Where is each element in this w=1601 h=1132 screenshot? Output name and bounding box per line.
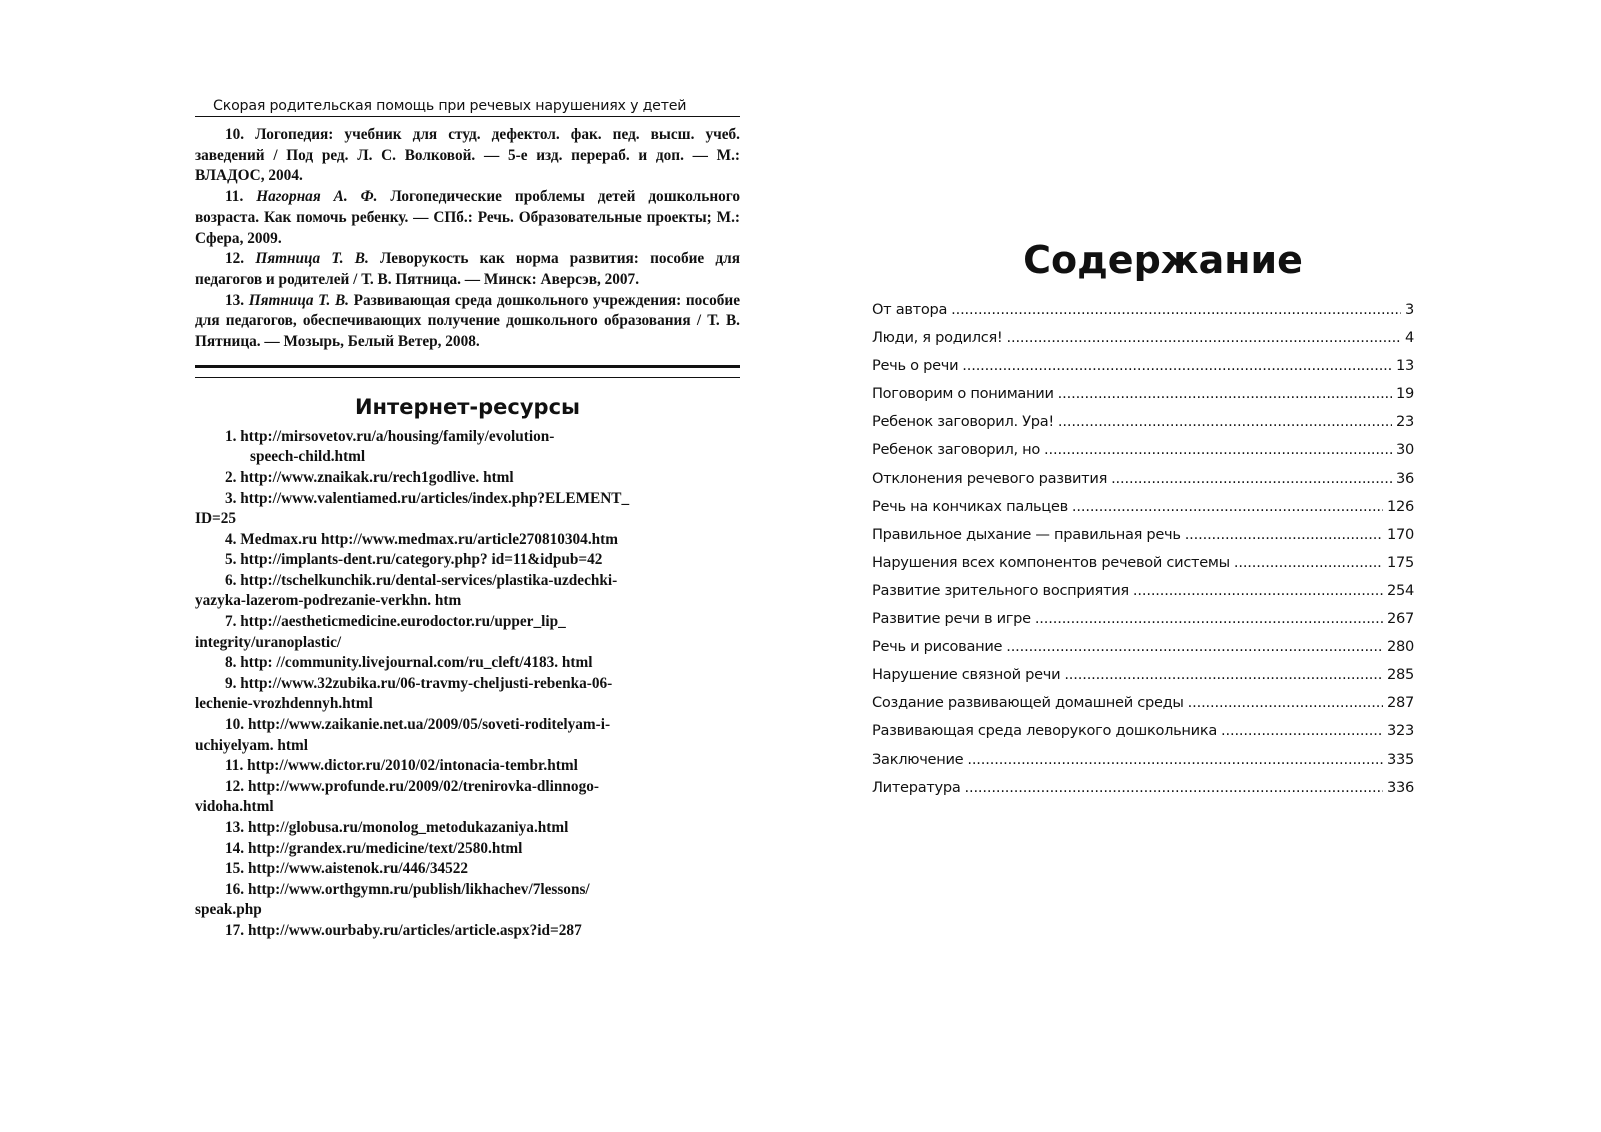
toc-leader-dots xyxy=(951,301,1401,318)
toc-page-number: 13 xyxy=(1396,357,1414,375)
toc-page-number: 323 xyxy=(1387,722,1414,740)
toc-entry[interactable] xyxy=(872,441,1414,469)
internet-link[interactable]: 8. http: //community.livejournal.com/ru_cleft/4183. html xyxy=(225,654,593,672)
toc-leader-dots xyxy=(1133,582,1383,599)
entry-author: Пятница Т. В. xyxy=(248,291,350,309)
toc-leader-dots xyxy=(962,357,1392,374)
toc-entry[interactable] xyxy=(872,666,1414,694)
internet-link[interactable]: 6. http://tschelkunchik.ru/dental-services/plastika-uzdechki- xyxy=(225,571,618,589)
toc-leader-dots xyxy=(1006,329,1401,346)
left-page xyxy=(195,96,740,942)
toc-entry-title: Ребенок заговорил, но xyxy=(872,441,1041,459)
internet-link[interactable]: 11. http://www.dictor.ru/2010/02/intonacia-tembr.html xyxy=(225,757,578,775)
bibliography-entry xyxy=(195,187,740,249)
internet-link[interactable]: 15. http://www.aistenok.ru/446/34522 xyxy=(225,860,469,878)
internet-link[interactable]: 4. Medmax.ru http://www.medmax.ru/article270810304.htm xyxy=(225,530,618,548)
toc-entry-title: Нарушение связной речи xyxy=(872,666,1061,684)
toc-entry[interactable] xyxy=(872,751,1414,779)
internet-link-continuation[interactable]: speech-child.html xyxy=(250,448,366,466)
internet-link[interactable]: 2. http://www.znaikak.ru/rech1godlive. html xyxy=(225,468,514,486)
toc-page-number: 280 xyxy=(1387,638,1414,656)
toc-entry[interactable] xyxy=(872,470,1414,498)
internet-link-continuation[interactable]: speak.php xyxy=(195,901,262,919)
toc-entry[interactable] xyxy=(872,301,1414,329)
entry-number: 13. xyxy=(225,291,249,309)
toc-page-number: 23 xyxy=(1396,413,1414,431)
toc-leader-dots xyxy=(1058,413,1392,430)
internet-link-continuation[interactable]: uchiyelyam. html xyxy=(195,736,309,754)
internet-link[interactable]: 13. http://globusa.ru/monolog_metodukazaniya.html xyxy=(225,819,569,837)
internet-link-continuation[interactable]: ID=25 xyxy=(195,510,237,528)
toc-page-number: 19 xyxy=(1396,385,1414,403)
entry-number: 10. xyxy=(225,126,256,143)
toc-entry-title: Люди, я родился! xyxy=(872,329,1003,347)
entry-text: Логопедические проблемы детей дошкольного возраста. Как помочь ребенку. — СПб.: Речь. Образовательные проекты; М.: Сфера, 2009. xyxy=(195,188,741,247)
toc-entry-title: Отклонения речевого развития xyxy=(872,469,1108,487)
entry-author: Нагорная А. Ф. xyxy=(256,188,378,206)
internet-link[interactable]: 10. http://www.zaikanie.net.ua/2009/05/soveti-roditelyam-i- xyxy=(225,716,611,734)
bibliography-entry xyxy=(195,249,740,290)
toc-entry-title: Правильное дыхание — правильная речь xyxy=(872,525,1181,543)
internet-link[interactable]: 14. http://grandex.ru/medicine/text/2580.html xyxy=(225,839,523,857)
toc-entry-title: Нарушения всех компонентов речевой системы xyxy=(872,553,1230,571)
toc-entry[interactable] xyxy=(872,638,1414,666)
toc-entry[interactable] xyxy=(872,610,1414,638)
toc-entry-title: Развитие зрительного восприятия xyxy=(872,581,1129,599)
toc-page-number: 175 xyxy=(1387,553,1414,571)
toc-page-number: 287 xyxy=(1387,694,1414,712)
internet-link[interactable]: 1. http://mirsovetov.ru/a/housing/family/evolution- xyxy=(225,427,555,445)
toc-entry-title: Речь на кончиках пальцев xyxy=(872,497,1068,515)
entry-number: 12. xyxy=(225,250,256,268)
toc-entry[interactable] xyxy=(872,779,1414,807)
running-head: Скорая родительская помощь при речевых нарушениях у детей xyxy=(195,96,740,117)
toc-leader-dots xyxy=(1234,554,1383,571)
toc-page-number: 126 xyxy=(1387,497,1414,515)
toc-page-number: 254 xyxy=(1387,581,1414,599)
toc-leader-dots xyxy=(1188,694,1383,711)
toc-entry[interactable] xyxy=(872,498,1414,526)
toc-page-number: 3 xyxy=(1405,301,1414,318)
toc-leader-dots xyxy=(1111,470,1392,487)
internet-link-continuation[interactable]: vidoha.html xyxy=(195,798,274,816)
section-divider xyxy=(195,365,740,378)
toc-heading: Содержание xyxy=(1023,238,1303,282)
toc-entry[interactable] xyxy=(872,694,1414,722)
entry-text: Леворукость как норма развития: пособие для педагогов и родителей / Т. В. Пятница. — Минск: Аверсэв, 2007. xyxy=(195,250,741,288)
internet-link[interactable]: 7. http://aestheticmedicine.eurodoctor.ru/upper_lip_ xyxy=(225,613,566,631)
toc-leader-dots xyxy=(1072,498,1383,515)
internet-link[interactable]: 3. http://www.valentiamed.ru/articles/index.php?ELEMENT_ xyxy=(225,489,630,507)
toc-leader-dots xyxy=(1006,638,1383,655)
toc-leader-dots xyxy=(1221,722,1383,739)
toc-entry-title: Речь и рисование xyxy=(872,638,1003,656)
toc-entry-title: От автора xyxy=(872,301,948,318)
toc-entry-title: Создание развивающей домашней среды xyxy=(872,694,1184,712)
toc-page-number: 30 xyxy=(1396,441,1414,459)
toc-leader-dots xyxy=(1035,610,1383,627)
toc-entry[interactable] xyxy=(872,526,1414,554)
toc-entry[interactable] xyxy=(872,722,1414,750)
right-page xyxy=(872,230,1414,807)
internet-link[interactable]: 12. http://www.profunde.ru/2009/02/trenirovka-dlinnogo- xyxy=(225,777,599,795)
toc-page-number: 36 xyxy=(1396,469,1414,487)
internet-link[interactable]: 9. http://www.32zubika.ru/06-travmy-cheljusti-rebenka-06- xyxy=(225,674,613,692)
toc-entry-title: Литература xyxy=(872,778,961,796)
toc-entry[interactable] xyxy=(872,413,1414,441)
bibliography-list xyxy=(195,125,740,353)
internet-link-continuation[interactable]: lechenie-vrozhdennyh.html xyxy=(195,695,373,713)
bibliography-entry xyxy=(195,291,740,353)
bibliography-entry xyxy=(195,125,740,187)
toc-entry-title: Заключение xyxy=(872,750,964,768)
toc-entry-title: Развитие речи в игре xyxy=(872,610,1031,628)
toc-entry[interactable] xyxy=(872,357,1414,385)
internet-resources-heading: Интернет-ресурсы xyxy=(354,394,581,419)
toc-page-number: 285 xyxy=(1387,666,1414,684)
toc-page-number: 335 xyxy=(1387,750,1414,768)
internet-links-list xyxy=(195,427,740,942)
toc-entry[interactable] xyxy=(872,554,1414,582)
toc-leader-dots xyxy=(965,779,1384,796)
toc-entry[interactable] xyxy=(872,385,1414,413)
toc-page-number: 267 xyxy=(1387,610,1414,628)
toc-entry-title: Поговорим о понимании xyxy=(872,385,1054,403)
internet-link[interactable]: 5. http://implants-dent.ru/category.php? id=11&idpub=42 xyxy=(225,551,603,569)
toc-leader-dots xyxy=(1185,526,1383,543)
toc-page-number: 336 xyxy=(1387,778,1414,796)
entry-number: 11. xyxy=(225,188,257,206)
toc-page-number: 170 xyxy=(1387,525,1414,543)
internet-link-continuation[interactable]: integrity/uranoplastic/ xyxy=(195,633,342,651)
internet-link[interactable]: 17. http://www.ourbaby.ru/articles/article.aspx?id=287 xyxy=(225,921,582,939)
internet-link[interactable]: 16. http://www.orthgymn.ru/publish/likhachev/7lessons/ xyxy=(225,880,590,898)
toc-entry[interactable] xyxy=(872,582,1414,610)
toc-page-number: 4 xyxy=(1405,329,1414,347)
entry-author: Пятница Т. В. xyxy=(255,250,369,268)
toc-leader-dots xyxy=(1044,441,1392,458)
entry-text: Логопедия: учебник для студ. дефектол. фак. пед. высш. учеб. заведений / Под ред. Л. С. Волковой. — 5-е изд. перераб. и доп. — М.: ВЛАДОС, 2004. xyxy=(195,126,740,185)
toc-entry-title: Ребенок заговорил. Ура! xyxy=(872,413,1054,431)
toc-entry[interactable] xyxy=(872,329,1414,357)
toc-list xyxy=(872,301,1414,807)
toc-leader-dots xyxy=(1058,385,1392,402)
toc-entry-title: Речь о речи xyxy=(872,357,959,375)
toc-leader-dots xyxy=(1064,666,1383,683)
entry-text: Развивающая среда дошкольного учреждения: пособие для педагогов, обеспечивающих получение дошкольного образования / Т. В. Пятница. — Мозырь, Белый Ветер, 2008. xyxy=(195,291,741,351)
toc-leader-dots xyxy=(967,751,1383,768)
toc-entry-title: Развивающая среда леворукого дошкольника xyxy=(872,722,1218,740)
internet-link-continuation[interactable]: yazyka-lazerom-podrezanie-verkhn. htm xyxy=(195,592,462,610)
